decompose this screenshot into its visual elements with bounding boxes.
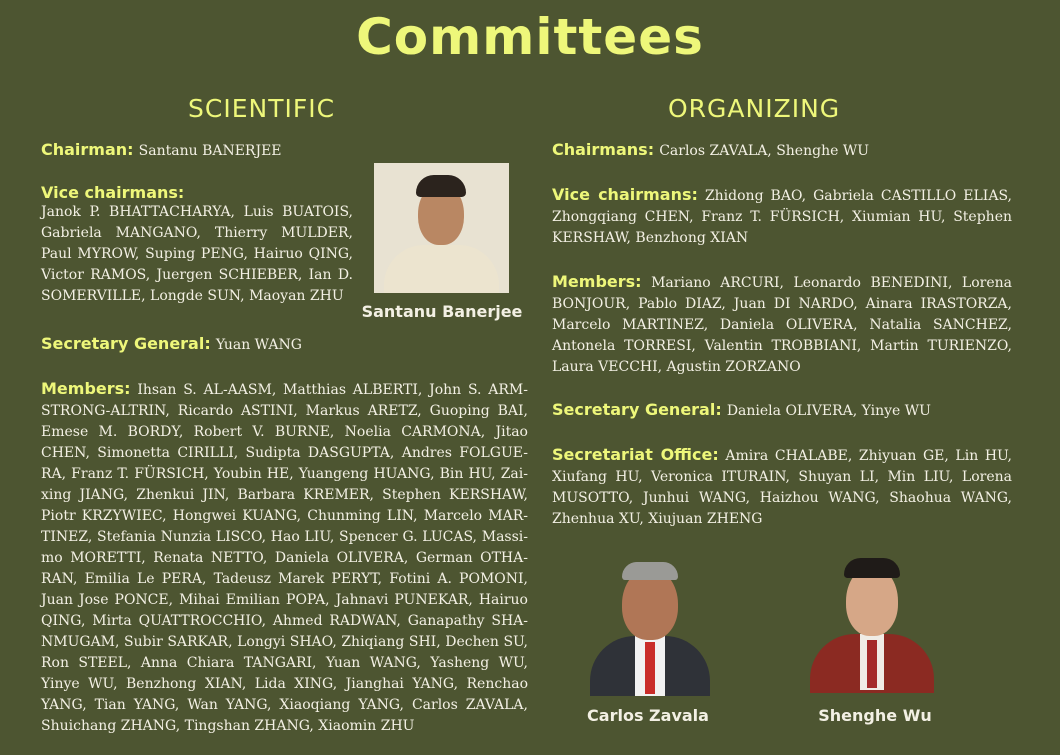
- organizing-office-label: Secretariat Office:: [552, 445, 719, 464]
- scientific-secretary-value: Yuan WANG: [215, 337, 302, 353]
- organizing-vice-value: Zhidong BAO, Gabriela CASTILLO ELIAS, Zhongqiang CHEN, Franz T. FÜRSICH, Xiumian HU, Stephen KERSHAW, Benzhong XIAN: [552, 188, 1012, 246]
- scientific-vice-chairmans: [41, 183, 353, 307]
- scientific-chairman-value: Santanu BANERJEE: [138, 143, 282, 159]
- scientific-heading: SCIENTIFIC: [188, 94, 336, 123]
- scientific-chairman: [41, 140, 521, 162]
- scientific-vice-value: Janok P. BHATTACHARYA, Luis BUATOIS, Gabriela MANGANO, Thierry MULDER, Paul MYROW, Suping PENG, Hairuo QING, Victor RAMOS, Juergen SCHIEBER, Ian D. SOMERVILLE, Longde SUN, Maoyan ZHU: [41, 204, 353, 304]
- organizing-secretariat-office: [552, 444, 1012, 530]
- santanu-banerjee-photo: [374, 163, 509, 293]
- organizing-office-value: Amira CHALABE, Zhiyuan GE, Lin HU, Xiufang HU, Veronica ITURAIN, Shuyan LI, Min LIU, Lorena MUSOTTO, Junhui WANG, Haizhou WANG, Shaohua WANG, Zhenhua XU, Xiujuan ZHENG: [552, 448, 1012, 527]
- organizing-chairmans-value: Carlos ZAVALA, Shenghe WU: [659, 143, 870, 159]
- organizing-members-value: Mariano ARCURI, Leonardo BENEDINI, Lorena BONJOUR, Pablo DIAZ, Juan DI NARDO, Ainara IRASTORZA, Marcelo MARTINEZ, Daniela OLIVERA, Natalia SANCHEZ, Antonela TORRESI, Valentin TROBBIANI, Martin TURIENZO, Laura VECCHI, Agustin ZORZANO: [552, 275, 1012, 375]
- organizing-chairmans-label: Chairmans:: [552, 140, 655, 159]
- organizing-secretary-label: Secretary General:: [552, 400, 722, 419]
- carlos-zavala-caption: Carlos Zavala: [587, 706, 709, 725]
- scientific-secretary: [41, 334, 521, 356]
- santanu-banerjee-caption: Santanu Banerjee: [361, 302, 523, 321]
- scientific-vice-label: Vice chairmans:: [41, 183, 185, 202]
- organizing-heading: ORGANIZING: [668, 94, 841, 123]
- organizing-secretary-value: Daniela OLIVERA, Yinye WU: [726, 403, 931, 419]
- organizing-secretary: [552, 400, 1012, 422]
- scientific-secretary-label: Secretary General:: [41, 334, 211, 353]
- organizing-members: [552, 271, 1012, 378]
- page-title: Committees: [356, 8, 704, 66]
- carlos-zavala-photo: [590, 548, 710, 696]
- organizing-vice-chairmans: [552, 184, 1012, 249]
- scientific-members: [41, 378, 528, 737]
- shenghe-wu-caption: Shenghe Wu: [818, 706, 932, 725]
- scientific-chairman-label: Chairman:: [41, 140, 134, 159]
- scientific-members-label: Members:: [41, 379, 131, 398]
- scientific-members-value: Ihsan S. AL-AASM, Matthias ALBERTI, John S. ARM-STRONG-ALTRIN, Ricardo ASTINI, Markus ARETZ, Guoping BAI, Emese M. BORDY, Robert V. BURNE, Noelia CARMONA, Jitao CHEN, Simonetta CIRILLI, Sudipta DASGUPTA, Andres FOLGUE-RA, Franz T. FÜRSICH, Youbin HE, Yuangeng HUANG, Bin HU, Zai-xing JIANG, Zhenkui JIN, Barbara KREMER, Stephen KERSHAW, Piotr KRZYWIEC, Hongwei KUANG, Chunming LIN, Marcelo MAR-TINEZ, Stefania Nunzia LISCO, Hao LIU, Spencer G. LUCAS, Massi-mo MORETTI, Renata NETTO, Daniela OLIVERA, German OTHA-RAN, Emilia Le PERA, Tadeusz Marek PERYT, Fotini A. POMONI, Juan Jose PONCE, Mihai Emilian POPA, Jahnavi PUNEKAR, Hairuo QING, Mirta QUATTROCCHIO, Ahmed RADWAN, Ganapathy SHA-NMUGAM, Subir SARKAR, Longyi SHAO, Zhiqiang SHI, Dechen SU, Ron STEEL, Anna Chiara TANGARI, Yuan WANG, Yasheng WU, Yinye WU, Benzhong XIAN, Lida XING, Jianghai YANG, Renchao YANG, Tian YANG, Wan YANG, Xiaoqiang YANG, Carlos ZAVALA, Shuichang ZHANG, Tingshan ZHANG, Xiaomin ZHU: [41, 382, 528, 734]
- organizing-chairmans: [552, 140, 1012, 162]
- shenghe-wu-photo: [808, 548, 936, 693]
- organizing-vice-label: Vice chairmans:: [552, 185, 698, 204]
- organizing-members-label: Members:: [552, 272, 642, 291]
